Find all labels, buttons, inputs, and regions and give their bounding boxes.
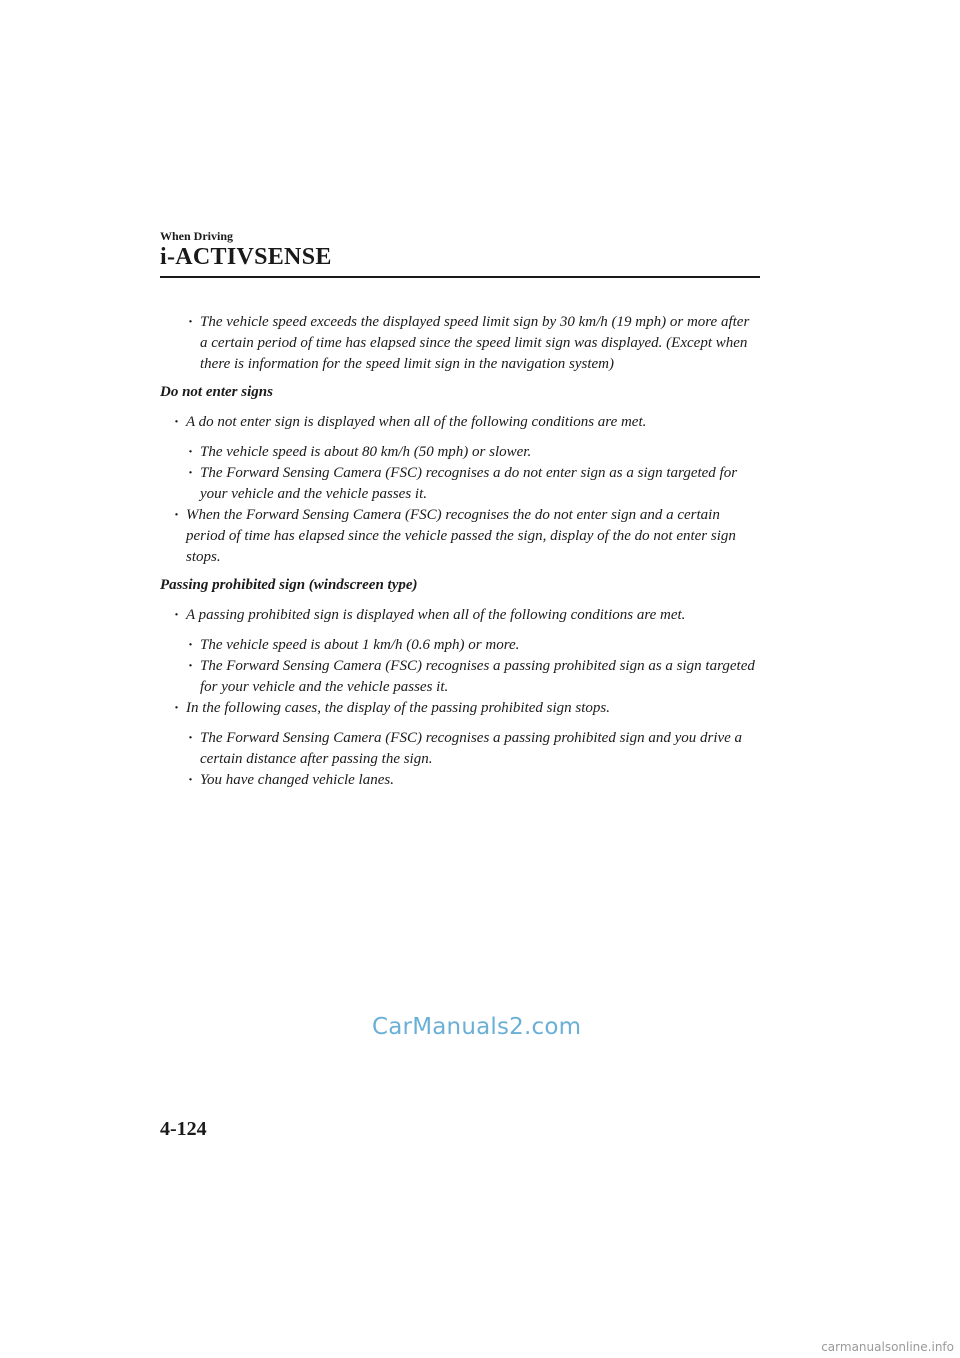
speed-exceed-bullet: · The vehicle speed exceeds the displayed speed limit sign by 30 km/h (19 mph) or more after a certain period of time has elapsed since the speed limit sign was displayed. (Except when there is information for the speed limit sign in the navigation system) — [200, 312, 760, 375]
do-not-enter-display-bullet: · A do not enter sign is displayed when all of the following conditions are met. — [186, 412, 760, 433]
passing-prohibited-stop-lanes: · You have changed vehicle lanes. — [200, 770, 760, 791]
do-not-enter-stop-bullet: · When the Forward Sensing Camera (FSC) recognises the do not enter sign and a certain period of time has elapsed since the vehicle passed the sign, display of the do not enter sign stops. — [186, 505, 760, 568]
section-label: When Driving — [160, 229, 234, 243]
header-divider — [160, 276, 760, 278]
page-content — [160, 312, 760, 791]
passing-prohibited-display-bullet: · A passing prohibited sign is displayed when all of the following conditions are met. — [186, 605, 760, 626]
passing-prohibited-heading: Passing prohibited sign (windscreen type) — [160, 577, 418, 593]
passing-prohibited-stop-bullet: · In the following cases, the display of the passing prohibited sign stops. — [186, 698, 760, 719]
do-not-enter-condition-speed: · The vehicle speed is about 80 km/h (50 mph) or slower. — [200, 442, 760, 463]
footer-watermark: carmanualsonline.info — [821, 1340, 954, 1354]
watermark-logo: CarManuals2.com — [372, 1014, 582, 1040]
do-not-enter-heading: Do not enter signs — [160, 384, 273, 400]
passing-prohibited-stop-distance: · The Forward Sensing Camera (FSC) recognises a passing prohibited sign and you drive a certain distance after passing the sign. — [200, 728, 760, 770]
page-number: 4-124 — [160, 1118, 207, 1140]
passing-prohibited-condition-camera: · The Forward Sensing Camera (FSC) recognises a passing prohibited sign as a sign targeted for your vehicle and the vehicle passes it. — [200, 656, 760, 698]
passing-prohibited-condition-speed: · The vehicle speed is about 1 km/h (0.6 mph) or more. — [200, 635, 760, 656]
chapter-title: i-ACTIVSENSE — [160, 244, 332, 270]
do-not-enter-condition-camera: · The Forward Sensing Camera (FSC) recognises a do not enter sign as a sign targeted for your vehicle and the vehicle passes it. — [200, 463, 760, 505]
